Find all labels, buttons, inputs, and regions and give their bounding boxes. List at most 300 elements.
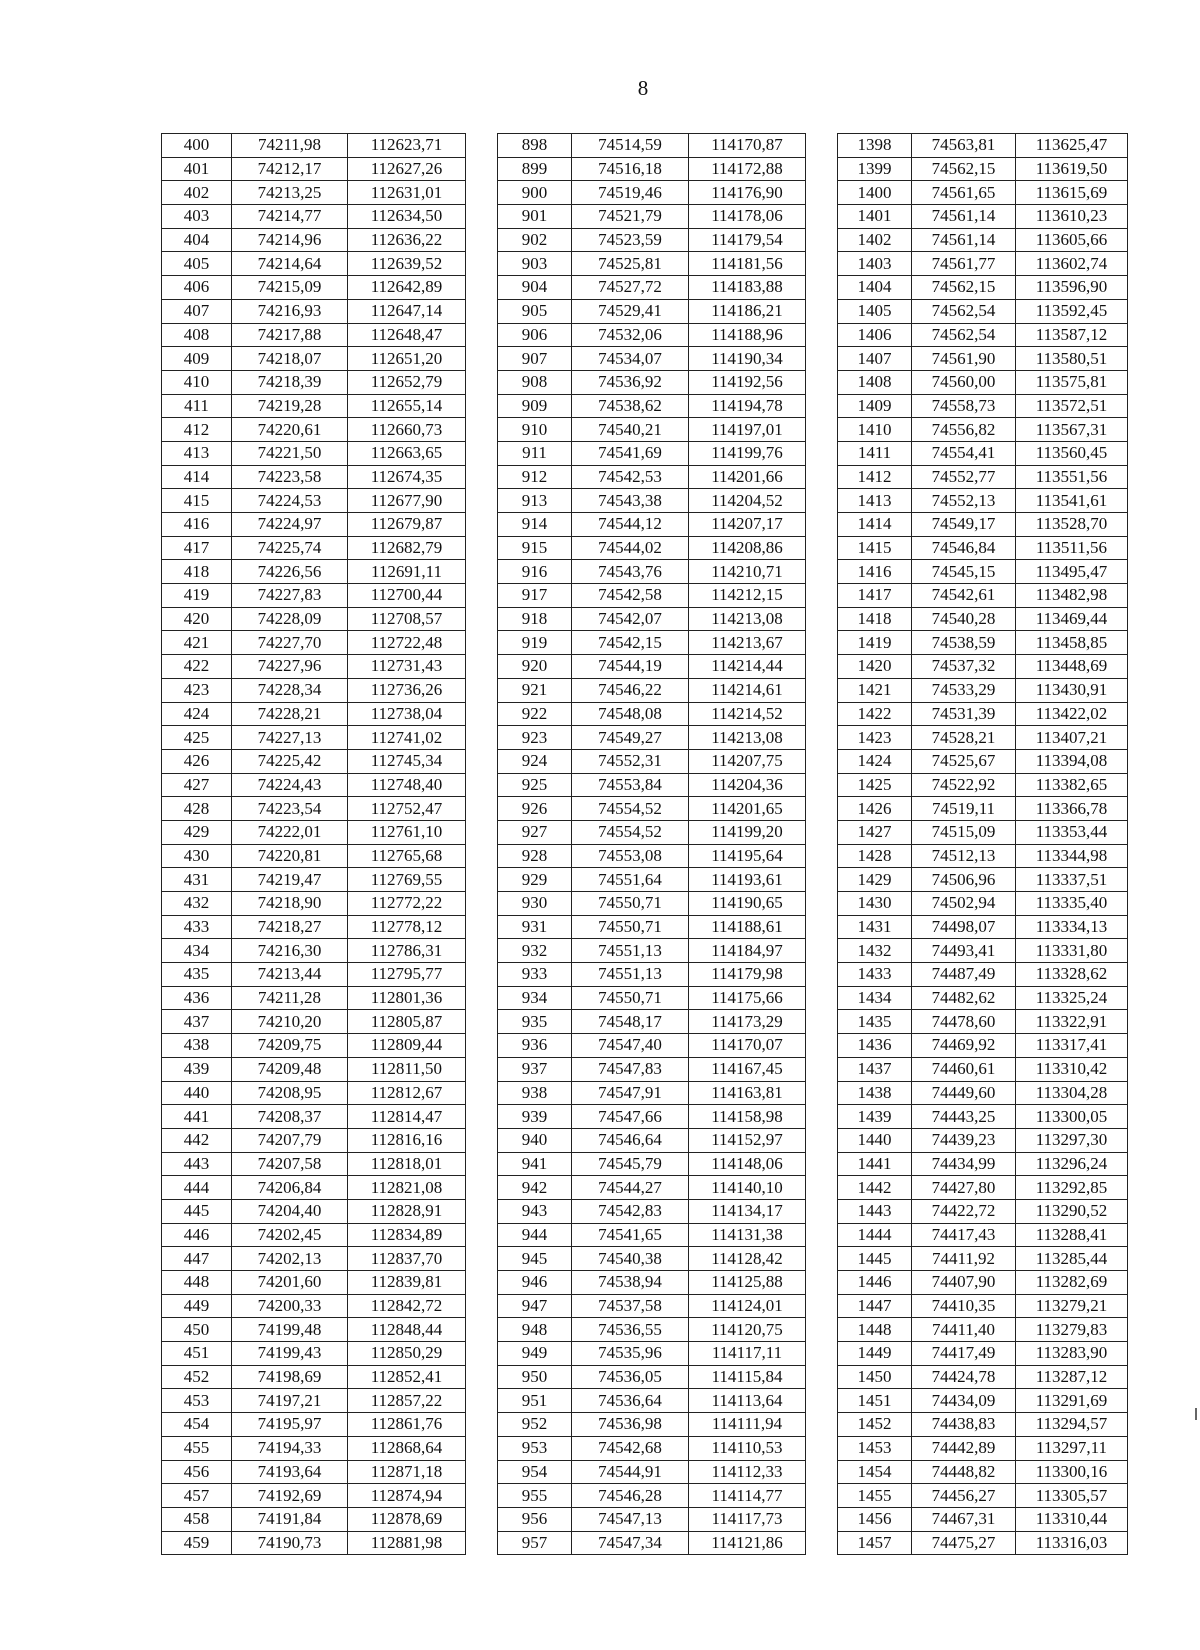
table-row bbox=[162, 773, 1128, 797]
y-coordinate-cell: 112795,77 bbox=[348, 963, 466, 987]
point-number-cell: 442 bbox=[162, 1128, 232, 1152]
x-coordinate-cell: 74553,84 bbox=[572, 773, 689, 797]
y-coordinate-cell: 114210,71 bbox=[689, 560, 806, 584]
column-gap bbox=[806, 1365, 838, 1389]
x-coordinate-cell: 74552,31 bbox=[572, 749, 689, 773]
point-number-cell: 908 bbox=[498, 370, 572, 394]
y-coordinate-cell: 113335,40 bbox=[1016, 892, 1128, 916]
column-gap bbox=[466, 1081, 498, 1105]
point-number-cell: 1451 bbox=[838, 1389, 912, 1413]
coordinates-table bbox=[161, 133, 1128, 1555]
x-coordinate-cell: 74514,59 bbox=[572, 134, 689, 158]
column-gap bbox=[466, 347, 498, 371]
y-coordinate-cell: 112850,29 bbox=[348, 1342, 466, 1366]
column-gap bbox=[806, 134, 838, 158]
table-row bbox=[162, 1010, 1128, 1034]
table-row bbox=[162, 1318, 1128, 1342]
column-gap bbox=[466, 1342, 498, 1366]
y-coordinate-cell: 114184,97 bbox=[689, 939, 806, 963]
x-coordinate-cell: 74515,09 bbox=[912, 820, 1016, 844]
column-gap bbox=[466, 1105, 498, 1129]
x-coordinate-cell: 74228,34 bbox=[232, 678, 348, 702]
y-coordinate-cell: 114120,75 bbox=[689, 1318, 806, 1342]
point-number-cell: 429 bbox=[162, 820, 232, 844]
point-number-cell: 417 bbox=[162, 536, 232, 560]
point-number-cell: 913 bbox=[498, 489, 572, 513]
column-gap bbox=[806, 797, 838, 821]
y-coordinate-cell: 112736,26 bbox=[348, 678, 466, 702]
y-coordinate-cell: 113602,74 bbox=[1016, 252, 1128, 276]
y-coordinate-cell: 113572,51 bbox=[1016, 394, 1128, 418]
point-number-cell: 945 bbox=[498, 1247, 572, 1271]
y-coordinate-cell: 114214,52 bbox=[689, 702, 806, 726]
x-coordinate-cell: 74498,07 bbox=[912, 915, 1016, 939]
y-coordinate-cell: 112878,69 bbox=[348, 1507, 466, 1531]
x-coordinate-cell: 74548,08 bbox=[572, 702, 689, 726]
point-number-cell: 401 bbox=[162, 157, 232, 181]
table-row bbox=[162, 181, 1128, 205]
point-number-cell: 444 bbox=[162, 1176, 232, 1200]
point-number-cell: 1417 bbox=[838, 584, 912, 608]
y-coordinate-cell: 113297,11 bbox=[1016, 1436, 1128, 1460]
x-coordinate-cell: 74550,71 bbox=[572, 915, 689, 939]
point-number-cell: 948 bbox=[498, 1318, 572, 1342]
y-coordinate-cell: 112868,64 bbox=[348, 1436, 466, 1460]
point-number-cell: 905 bbox=[498, 299, 572, 323]
x-coordinate-cell: 74525,81 bbox=[572, 252, 689, 276]
y-coordinate-cell: 114115,84 bbox=[689, 1365, 806, 1389]
column-gap bbox=[466, 702, 498, 726]
column-gap bbox=[806, 820, 838, 844]
x-coordinate-cell: 74529,41 bbox=[572, 299, 689, 323]
table-row bbox=[162, 489, 1128, 513]
y-coordinate-cell: 114213,67 bbox=[689, 631, 806, 655]
x-coordinate-cell: 74542,07 bbox=[572, 607, 689, 631]
column-gap bbox=[466, 1128, 498, 1152]
y-coordinate-cell: 113291,69 bbox=[1016, 1389, 1128, 1413]
x-coordinate-cell: 74544,27 bbox=[572, 1176, 689, 1200]
point-number-cell: 447 bbox=[162, 1247, 232, 1271]
point-number-cell: 1436 bbox=[838, 1034, 912, 1058]
point-number-cell: 1405 bbox=[838, 299, 912, 323]
x-coordinate-cell: 74411,40 bbox=[912, 1318, 1016, 1342]
point-number-cell: 914 bbox=[498, 513, 572, 537]
x-coordinate-cell: 74549,27 bbox=[572, 726, 689, 750]
point-number-cell: 1443 bbox=[838, 1199, 912, 1223]
y-coordinate-cell: 113625,47 bbox=[1016, 134, 1128, 158]
x-coordinate-cell: 74482,62 bbox=[912, 986, 1016, 1010]
y-coordinate-cell: 114158,98 bbox=[689, 1105, 806, 1129]
x-coordinate-cell: 74535,96 bbox=[572, 1342, 689, 1366]
point-number-cell: 1425 bbox=[838, 773, 912, 797]
y-coordinate-cell: 112857,22 bbox=[348, 1389, 466, 1413]
column-gap bbox=[466, 441, 498, 465]
point-number-cell: 1423 bbox=[838, 726, 912, 750]
x-coordinate-cell: 74534,07 bbox=[572, 347, 689, 371]
y-coordinate-cell: 113328,62 bbox=[1016, 963, 1128, 987]
x-coordinate-cell: 74449,60 bbox=[912, 1081, 1016, 1105]
y-coordinate-cell: 114131,38 bbox=[689, 1223, 806, 1247]
x-coordinate-cell: 74442,89 bbox=[912, 1436, 1016, 1460]
x-coordinate-cell: 74536,05 bbox=[572, 1365, 689, 1389]
table-row bbox=[162, 702, 1128, 726]
column-gap bbox=[806, 655, 838, 679]
point-number-cell: 426 bbox=[162, 749, 232, 773]
point-number-cell: 950 bbox=[498, 1365, 572, 1389]
y-coordinate-cell: 112634,50 bbox=[348, 205, 466, 229]
x-coordinate-cell: 74562,54 bbox=[912, 323, 1016, 347]
x-coordinate-cell: 74438,83 bbox=[912, 1413, 1016, 1437]
x-coordinate-cell: 74224,97 bbox=[232, 513, 348, 537]
column-gap bbox=[806, 228, 838, 252]
y-coordinate-cell: 112674,35 bbox=[348, 465, 466, 489]
point-number-cell: 917 bbox=[498, 584, 572, 608]
y-coordinate-cell: 113541,61 bbox=[1016, 489, 1128, 513]
x-coordinate-cell: 74223,54 bbox=[232, 797, 348, 821]
point-number-cell: 411 bbox=[162, 394, 232, 418]
table-row bbox=[162, 513, 1128, 537]
point-number-cell: 930 bbox=[498, 892, 572, 916]
x-coordinate-cell: 74546,84 bbox=[912, 536, 1016, 560]
column-gap bbox=[806, 418, 838, 442]
column-gap bbox=[466, 134, 498, 158]
table-row bbox=[162, 1507, 1128, 1531]
point-number-cell: 1412 bbox=[838, 465, 912, 489]
y-coordinate-cell: 112663,65 bbox=[348, 441, 466, 465]
y-coordinate-cell: 112801,36 bbox=[348, 986, 466, 1010]
y-coordinate-cell: 112745,34 bbox=[348, 749, 466, 773]
point-number-cell: 1438 bbox=[838, 1081, 912, 1105]
y-coordinate-cell: 114111,94 bbox=[689, 1413, 806, 1437]
x-coordinate-cell: 74536,92 bbox=[572, 370, 689, 394]
table-row bbox=[162, 963, 1128, 987]
y-coordinate-cell: 113305,57 bbox=[1016, 1484, 1128, 1508]
column-gap bbox=[466, 276, 498, 300]
x-coordinate-cell: 74208,37 bbox=[232, 1105, 348, 1129]
point-number-cell: 1435 bbox=[838, 1010, 912, 1034]
y-coordinate-cell: 113619,50 bbox=[1016, 157, 1128, 181]
y-coordinate-cell: 112874,94 bbox=[348, 1484, 466, 1508]
point-number-cell: 1400 bbox=[838, 181, 912, 205]
column-gap bbox=[806, 560, 838, 584]
point-number-cell: 938 bbox=[498, 1081, 572, 1105]
y-coordinate-cell: 112679,87 bbox=[348, 513, 466, 537]
column-gap bbox=[806, 1271, 838, 1295]
x-coordinate-cell: 74493,41 bbox=[912, 939, 1016, 963]
point-number-cell: 932 bbox=[498, 939, 572, 963]
table-row bbox=[162, 157, 1128, 181]
x-coordinate-cell: 74561,14 bbox=[912, 205, 1016, 229]
point-number-cell: 418 bbox=[162, 560, 232, 584]
y-coordinate-cell: 114207,17 bbox=[689, 513, 806, 537]
point-number-cell: 1402 bbox=[838, 228, 912, 252]
x-coordinate-cell: 74417,43 bbox=[912, 1223, 1016, 1247]
point-number-cell: 918 bbox=[498, 607, 572, 631]
column-gap bbox=[806, 607, 838, 631]
y-coordinate-cell: 113297,30 bbox=[1016, 1128, 1128, 1152]
column-gap bbox=[806, 749, 838, 773]
table-row bbox=[162, 1081, 1128, 1105]
point-number-cell: 443 bbox=[162, 1152, 232, 1176]
y-coordinate-cell: 113430,91 bbox=[1016, 678, 1128, 702]
table-row bbox=[162, 1128, 1128, 1152]
point-number-cell: 925 bbox=[498, 773, 572, 797]
y-coordinate-cell: 112660,73 bbox=[348, 418, 466, 442]
table-row bbox=[162, 655, 1128, 679]
column-gap bbox=[806, 726, 838, 750]
y-coordinate-cell: 114199,76 bbox=[689, 441, 806, 465]
column-gap bbox=[466, 678, 498, 702]
point-number-cell: 432 bbox=[162, 892, 232, 916]
table-row bbox=[162, 252, 1128, 276]
y-coordinate-cell: 113615,69 bbox=[1016, 181, 1128, 205]
y-coordinate-cell: 112765,68 bbox=[348, 844, 466, 868]
point-number-cell: 1406 bbox=[838, 323, 912, 347]
x-coordinate-cell: 74536,55 bbox=[572, 1318, 689, 1342]
y-coordinate-cell: 112814,47 bbox=[348, 1105, 466, 1129]
y-coordinate-cell: 112627,26 bbox=[348, 157, 466, 181]
point-number-cell: 939 bbox=[498, 1105, 572, 1129]
x-coordinate-cell: 74227,70 bbox=[232, 631, 348, 655]
x-coordinate-cell: 74410,35 bbox=[912, 1294, 1016, 1318]
y-coordinate-cell: 112871,18 bbox=[348, 1460, 466, 1484]
point-number-cell: 1449 bbox=[838, 1342, 912, 1366]
x-coordinate-cell: 74556,82 bbox=[912, 418, 1016, 442]
point-number-cell: 454 bbox=[162, 1413, 232, 1437]
point-number-cell: 1434 bbox=[838, 986, 912, 1010]
column-gap bbox=[806, 1057, 838, 1081]
y-coordinate-cell: 114110,53 bbox=[689, 1436, 806, 1460]
x-coordinate-cell: 74208,95 bbox=[232, 1081, 348, 1105]
column-gap bbox=[806, 1247, 838, 1271]
x-coordinate-cell: 74207,58 bbox=[232, 1152, 348, 1176]
column-gap bbox=[466, 228, 498, 252]
column-gap bbox=[806, 205, 838, 229]
table-row bbox=[162, 868, 1128, 892]
x-coordinate-cell: 74547,91 bbox=[572, 1081, 689, 1105]
y-coordinate-cell: 112812,67 bbox=[348, 1081, 466, 1105]
point-number-cell: 1403 bbox=[838, 252, 912, 276]
x-coordinate-cell: 74542,58 bbox=[572, 584, 689, 608]
x-coordinate-cell: 74547,34 bbox=[572, 1531, 689, 1555]
x-coordinate-cell: 74540,21 bbox=[572, 418, 689, 442]
x-coordinate-cell: 74475,27 bbox=[912, 1531, 1016, 1555]
x-coordinate-cell: 74551,13 bbox=[572, 939, 689, 963]
table-row bbox=[162, 1247, 1128, 1271]
x-coordinate-cell: 74202,13 bbox=[232, 1247, 348, 1271]
point-number-cell: 1452 bbox=[838, 1413, 912, 1437]
y-coordinate-cell: 113287,12 bbox=[1016, 1365, 1128, 1389]
x-coordinate-cell: 74541,69 bbox=[572, 441, 689, 465]
x-coordinate-cell: 74460,61 bbox=[912, 1057, 1016, 1081]
x-coordinate-cell: 74223,58 bbox=[232, 465, 348, 489]
y-coordinate-cell: 114190,34 bbox=[689, 347, 806, 371]
x-coordinate-cell: 74209,48 bbox=[232, 1057, 348, 1081]
y-coordinate-cell: 112816,16 bbox=[348, 1128, 466, 1152]
y-coordinate-cell: 112682,79 bbox=[348, 536, 466, 560]
x-coordinate-cell: 74547,66 bbox=[572, 1105, 689, 1129]
x-coordinate-cell: 74553,08 bbox=[572, 844, 689, 868]
point-number-cell: 907 bbox=[498, 347, 572, 371]
x-coordinate-cell: 74506,96 bbox=[912, 868, 1016, 892]
x-coordinate-cell: 74563,81 bbox=[912, 134, 1016, 158]
x-coordinate-cell: 74551,64 bbox=[572, 868, 689, 892]
x-coordinate-cell: 74549,17 bbox=[912, 513, 1016, 537]
y-coordinate-cell: 114197,01 bbox=[689, 418, 806, 442]
point-number-cell: 409 bbox=[162, 347, 232, 371]
y-coordinate-cell: 113288,41 bbox=[1016, 1223, 1128, 1247]
y-coordinate-cell: 112648,47 bbox=[348, 323, 466, 347]
point-number-cell: 922 bbox=[498, 702, 572, 726]
point-number-cell: 457 bbox=[162, 1484, 232, 1508]
x-coordinate-cell: 74487,49 bbox=[912, 963, 1016, 987]
y-coordinate-cell: 112738,04 bbox=[348, 702, 466, 726]
y-coordinate-cell: 113469,44 bbox=[1016, 607, 1128, 631]
y-coordinate-cell: 114152,97 bbox=[689, 1128, 806, 1152]
table-row bbox=[162, 228, 1128, 252]
y-coordinate-cell: 112651,20 bbox=[348, 347, 466, 371]
y-coordinate-cell: 114188,96 bbox=[689, 323, 806, 347]
table-row bbox=[162, 1413, 1128, 1437]
column-gap bbox=[806, 868, 838, 892]
coordinates-table-body bbox=[162, 134, 1128, 1555]
y-coordinate-cell: 114112,33 bbox=[689, 1460, 806, 1484]
y-coordinate-cell: 113296,24 bbox=[1016, 1152, 1128, 1176]
point-number-cell: 449 bbox=[162, 1294, 232, 1318]
point-number-cell: 459 bbox=[162, 1531, 232, 1555]
point-number-cell: 1411 bbox=[838, 441, 912, 465]
x-coordinate-cell: 74561,77 bbox=[912, 252, 1016, 276]
y-coordinate-cell: 114167,45 bbox=[689, 1057, 806, 1081]
table-row bbox=[162, 678, 1128, 702]
point-number-cell: 430 bbox=[162, 844, 232, 868]
y-coordinate-cell: 113300,16 bbox=[1016, 1460, 1128, 1484]
y-coordinate-cell: 113605,66 bbox=[1016, 228, 1128, 252]
table-row bbox=[162, 844, 1128, 868]
x-coordinate-cell: 74551,13 bbox=[572, 963, 689, 987]
x-coordinate-cell: 74219,28 bbox=[232, 394, 348, 418]
point-number-cell: 424 bbox=[162, 702, 232, 726]
x-coordinate-cell: 74211,28 bbox=[232, 986, 348, 1010]
table-row bbox=[162, 1199, 1128, 1223]
point-number-cell: 909 bbox=[498, 394, 572, 418]
point-number-cell: 1431 bbox=[838, 915, 912, 939]
table-row bbox=[162, 560, 1128, 584]
y-coordinate-cell: 112811,50 bbox=[348, 1057, 466, 1081]
y-coordinate-cell: 113317,41 bbox=[1016, 1034, 1128, 1058]
point-number-cell: 1415 bbox=[838, 536, 912, 560]
y-coordinate-cell: 112761,10 bbox=[348, 820, 466, 844]
x-coordinate-cell: 74227,96 bbox=[232, 655, 348, 679]
column-gap bbox=[466, 1247, 498, 1271]
point-number-cell: 1422 bbox=[838, 702, 912, 726]
x-coordinate-cell: 74218,39 bbox=[232, 370, 348, 394]
y-coordinate-cell: 114148,06 bbox=[689, 1152, 806, 1176]
point-number-cell: 949 bbox=[498, 1342, 572, 1366]
x-coordinate-cell: 74201,60 bbox=[232, 1271, 348, 1295]
x-coordinate-cell: 74547,13 bbox=[572, 1507, 689, 1531]
x-coordinate-cell: 74411,92 bbox=[912, 1247, 1016, 1271]
x-coordinate-cell: 74558,73 bbox=[912, 394, 1016, 418]
x-coordinate-cell: 74554,52 bbox=[572, 820, 689, 844]
y-coordinate-cell: 114213,08 bbox=[689, 607, 806, 631]
point-number-cell: 1420 bbox=[838, 655, 912, 679]
y-coordinate-cell: 113610,23 bbox=[1016, 205, 1128, 229]
y-coordinate-cell: 114204,36 bbox=[689, 773, 806, 797]
column-gap bbox=[806, 1199, 838, 1223]
table-row bbox=[162, 797, 1128, 821]
column-gap bbox=[466, 1507, 498, 1531]
x-coordinate-cell: 74512,13 bbox=[912, 844, 1016, 868]
column-gap bbox=[466, 584, 498, 608]
point-number-cell: 1428 bbox=[838, 844, 912, 868]
point-number-cell: 415 bbox=[162, 489, 232, 513]
point-number-cell: 1410 bbox=[838, 418, 912, 442]
y-coordinate-cell: 113285,44 bbox=[1016, 1247, 1128, 1271]
column-gap bbox=[806, 1176, 838, 1200]
table-row bbox=[162, 1105, 1128, 1129]
point-number-cell: 1404 bbox=[838, 276, 912, 300]
column-gap bbox=[806, 276, 838, 300]
x-coordinate-cell: 74538,94 bbox=[572, 1271, 689, 1295]
point-number-cell: 956 bbox=[498, 1507, 572, 1531]
y-coordinate-cell: 112677,90 bbox=[348, 489, 466, 513]
point-number-cell: 431 bbox=[162, 868, 232, 892]
x-coordinate-cell: 74216,93 bbox=[232, 299, 348, 323]
x-coordinate-cell: 74542,68 bbox=[572, 1436, 689, 1460]
y-coordinate-cell: 112772,22 bbox=[348, 892, 466, 916]
point-number-cell: 946 bbox=[498, 1271, 572, 1295]
column-gap bbox=[466, 1531, 498, 1555]
point-number-cell: 951 bbox=[498, 1389, 572, 1413]
column-gap bbox=[466, 205, 498, 229]
point-number-cell: 1444 bbox=[838, 1223, 912, 1247]
y-coordinate-cell: 112769,55 bbox=[348, 868, 466, 892]
table-row bbox=[162, 394, 1128, 418]
point-number-cell: 916 bbox=[498, 560, 572, 584]
table-row bbox=[162, 536, 1128, 560]
column-gap bbox=[806, 1484, 838, 1508]
column-gap bbox=[466, 773, 498, 797]
column-gap bbox=[806, 489, 838, 513]
y-coordinate-cell: 113353,44 bbox=[1016, 820, 1128, 844]
y-coordinate-cell: 114121,86 bbox=[689, 1531, 806, 1555]
y-coordinate-cell: 113551,56 bbox=[1016, 465, 1128, 489]
column-gap bbox=[466, 655, 498, 679]
x-coordinate-cell: 74190,73 bbox=[232, 1531, 348, 1555]
column-gap bbox=[466, 915, 498, 939]
point-number-cell: 901 bbox=[498, 205, 572, 229]
column-gap bbox=[806, 915, 838, 939]
x-coordinate-cell: 74443,25 bbox=[912, 1105, 1016, 1129]
column-gap bbox=[806, 892, 838, 916]
column-gap bbox=[806, 939, 838, 963]
column-gap bbox=[466, 1010, 498, 1034]
table-row bbox=[162, 749, 1128, 773]
x-coordinate-cell: 74467,31 bbox=[912, 1507, 1016, 1531]
x-coordinate-cell: 74560,00 bbox=[912, 370, 1016, 394]
point-number-cell: 953 bbox=[498, 1436, 572, 1460]
column-gap bbox=[466, 560, 498, 584]
column-gap bbox=[806, 513, 838, 537]
point-number-cell: 425 bbox=[162, 726, 232, 750]
column-gap bbox=[806, 1389, 838, 1413]
column-gap bbox=[466, 1389, 498, 1413]
point-number-cell: 400 bbox=[162, 134, 232, 158]
x-coordinate-cell: 74522,92 bbox=[912, 773, 1016, 797]
y-coordinate-cell: 112805,87 bbox=[348, 1010, 466, 1034]
y-coordinate-cell: 112647,14 bbox=[348, 299, 466, 323]
